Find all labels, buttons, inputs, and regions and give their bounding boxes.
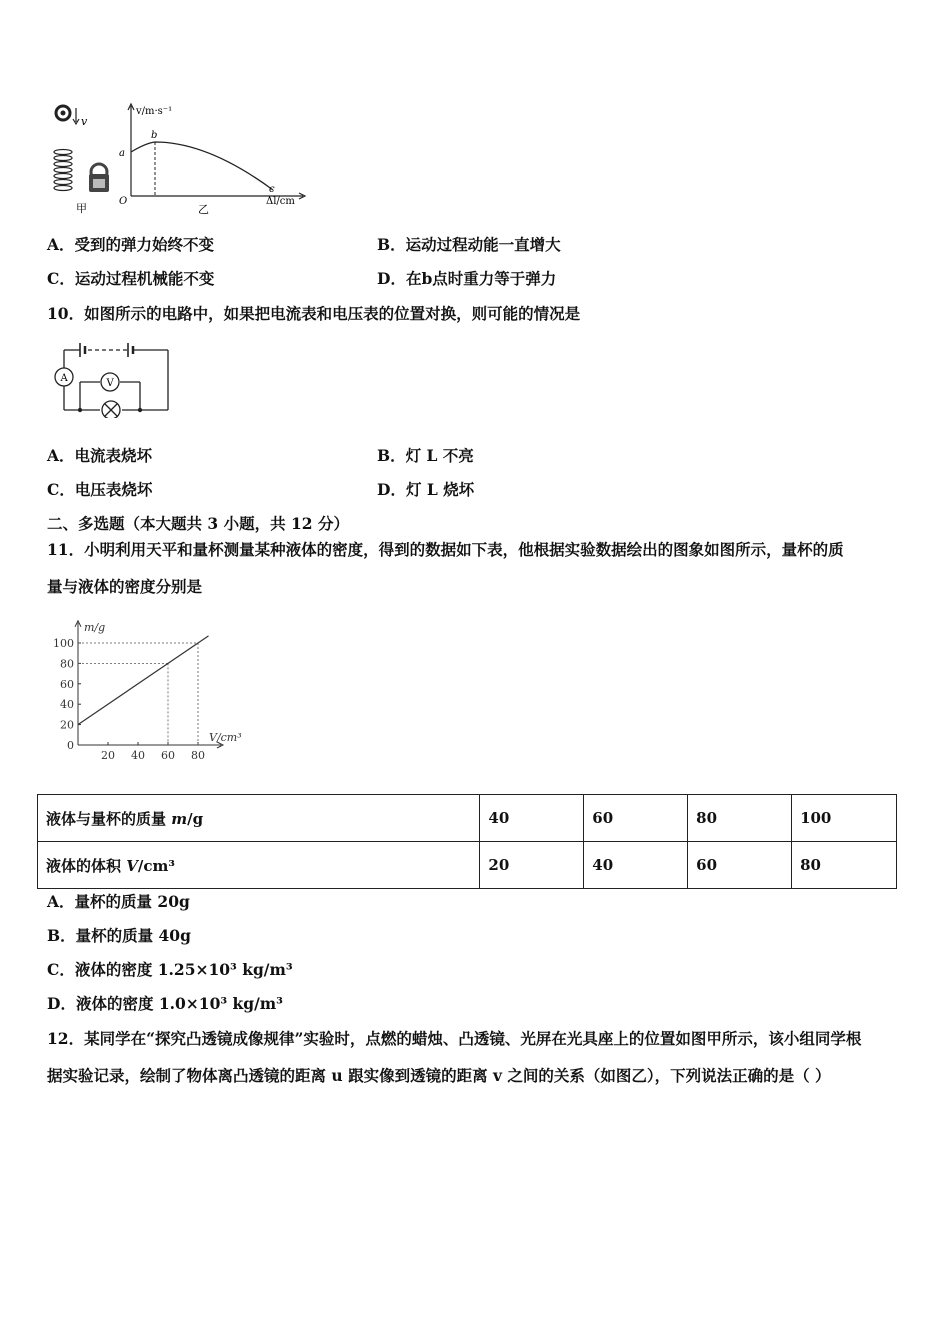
x-tick-label: 60 <box>161 749 175 762</box>
junction-dot <box>138 408 142 412</box>
q10-option-d: D．灯 L 烧坏 <box>377 480 475 499</box>
q10-option-c: C．电压表烧坏 <box>47 480 153 499</box>
y-tick-label: 0 <box>67 739 74 752</box>
q11-data-table <box>37 794 897 889</box>
q11-stem-line1: 11．小明利用天平和量杯测量某种液体的密度，得到的数据如下表，他根据实验数据绘出的图象如图所示，量杯的质 <box>47 540 844 559</box>
y-axis-label: m/g <box>84 620 106 634</box>
x-axis-label: Δl/cm <box>266 196 295 207</box>
lamp-icon <box>102 401 120 418</box>
junction-dot <box>78 408 82 412</box>
series-line <box>78 636 209 725</box>
x-axis-label: V/cm³ <box>209 731 242 744</box>
voltmeter-label: V <box>106 378 114 389</box>
y-tick-label: 60 <box>60 677 74 691</box>
q11-option-b: B．量杯的质量 40g <box>47 926 191 945</box>
q9-option-c: C．运动过程机械能不变 <box>47 269 215 288</box>
q9-figure <box>48 100 318 218</box>
section-heading: 二、多选题（本大题共 3 小题，共 12 分） <box>47 514 349 533</box>
caption-yi: 乙 <box>198 203 209 216</box>
table-row <box>38 795 897 842</box>
table-cell: 40 <box>480 795 584 842</box>
q12-stem-line1: 12．某同学在“探究凸透镜成像规律”实验时，点燃的蜡烛、凸透镜、光屏在光具座上的位置如图甲所示，该小组同学根 <box>47 1029 862 1048</box>
y-axis-label: v/m·s⁻¹ <box>136 106 173 117</box>
q11-mass-volume-chart <box>40 608 245 768</box>
table-cell: 60 <box>688 842 792 889</box>
q10-circuit-figure <box>50 338 175 418</box>
origin-label: O <box>119 196 128 207</box>
table-cell: 60 <box>584 795 688 842</box>
y-tick-label: 20 <box>60 718 74 732</box>
x-tick-label: 80 <box>191 749 205 762</box>
point-a-label: a <box>119 148 125 159</box>
ammeter-label: A <box>60 373 68 384</box>
table-row <box>38 842 897 889</box>
y-tick-label: 100 <box>53 637 74 650</box>
x-tick-label: 20 <box>101 749 115 762</box>
q12-stem-line2: 据实验记录，绘制了物体离凸透镜的距离 u 跟实像到透镜的距离 v 之间的关系（如图乙），下列说法正确的是（ ） <box>47 1066 831 1085</box>
velocity-curve <box>131 142 273 190</box>
table-row-label: 液体的体积 V/cm³ <box>38 842 480 889</box>
table-cell: 100 <box>792 795 897 842</box>
q9-option-b: B．运动过程动能一直增大 <box>377 235 561 254</box>
y-tick-label: 40 <box>60 698 74 712</box>
q11-option-a: A．量杯的质量 20g <box>47 892 190 911</box>
x-tick-label: 40 <box>131 749 145 762</box>
table-cell: 40 <box>584 842 688 889</box>
y-tick-label: 80 <box>60 657 74 671</box>
point-b-label: b <box>151 130 158 141</box>
q10-option-b: B．灯 L 不亮 <box>377 446 474 465</box>
table-row-label: 液体与量杯的质量 m/g <box>38 795 480 842</box>
q10-stem: 10．如图所示的电路中，如果把电流表和电压表的位置对换，则可能的情况是 <box>47 304 581 323</box>
sensor-icon <box>89 164 109 192</box>
v-label: v <box>81 115 88 128</box>
table-cell: 80 <box>792 842 897 889</box>
table-cell: 80 <box>688 795 792 842</box>
q11-option-d: D．液体的密度 1.0×10³ kg/m³ <box>47 994 283 1013</box>
q9-option-a: A．受到的弹力始终不变 <box>47 235 215 254</box>
table-cell: 20 <box>480 842 584 889</box>
caption-jia: 甲 <box>76 202 87 215</box>
spring-icon <box>54 150 72 191</box>
point-c-label: c <box>269 184 275 195</box>
q11-option-c: C．液体的密度 1.25×10³ kg/m³ <box>47 960 293 979</box>
q11-stem-line2: 量与液体的密度分别是 <box>47 577 203 596</box>
q10-option-a: A．电流表烧坏 <box>47 446 153 465</box>
q9-option-d: D．在b点时重力等于弹力 <box>377 269 557 288</box>
